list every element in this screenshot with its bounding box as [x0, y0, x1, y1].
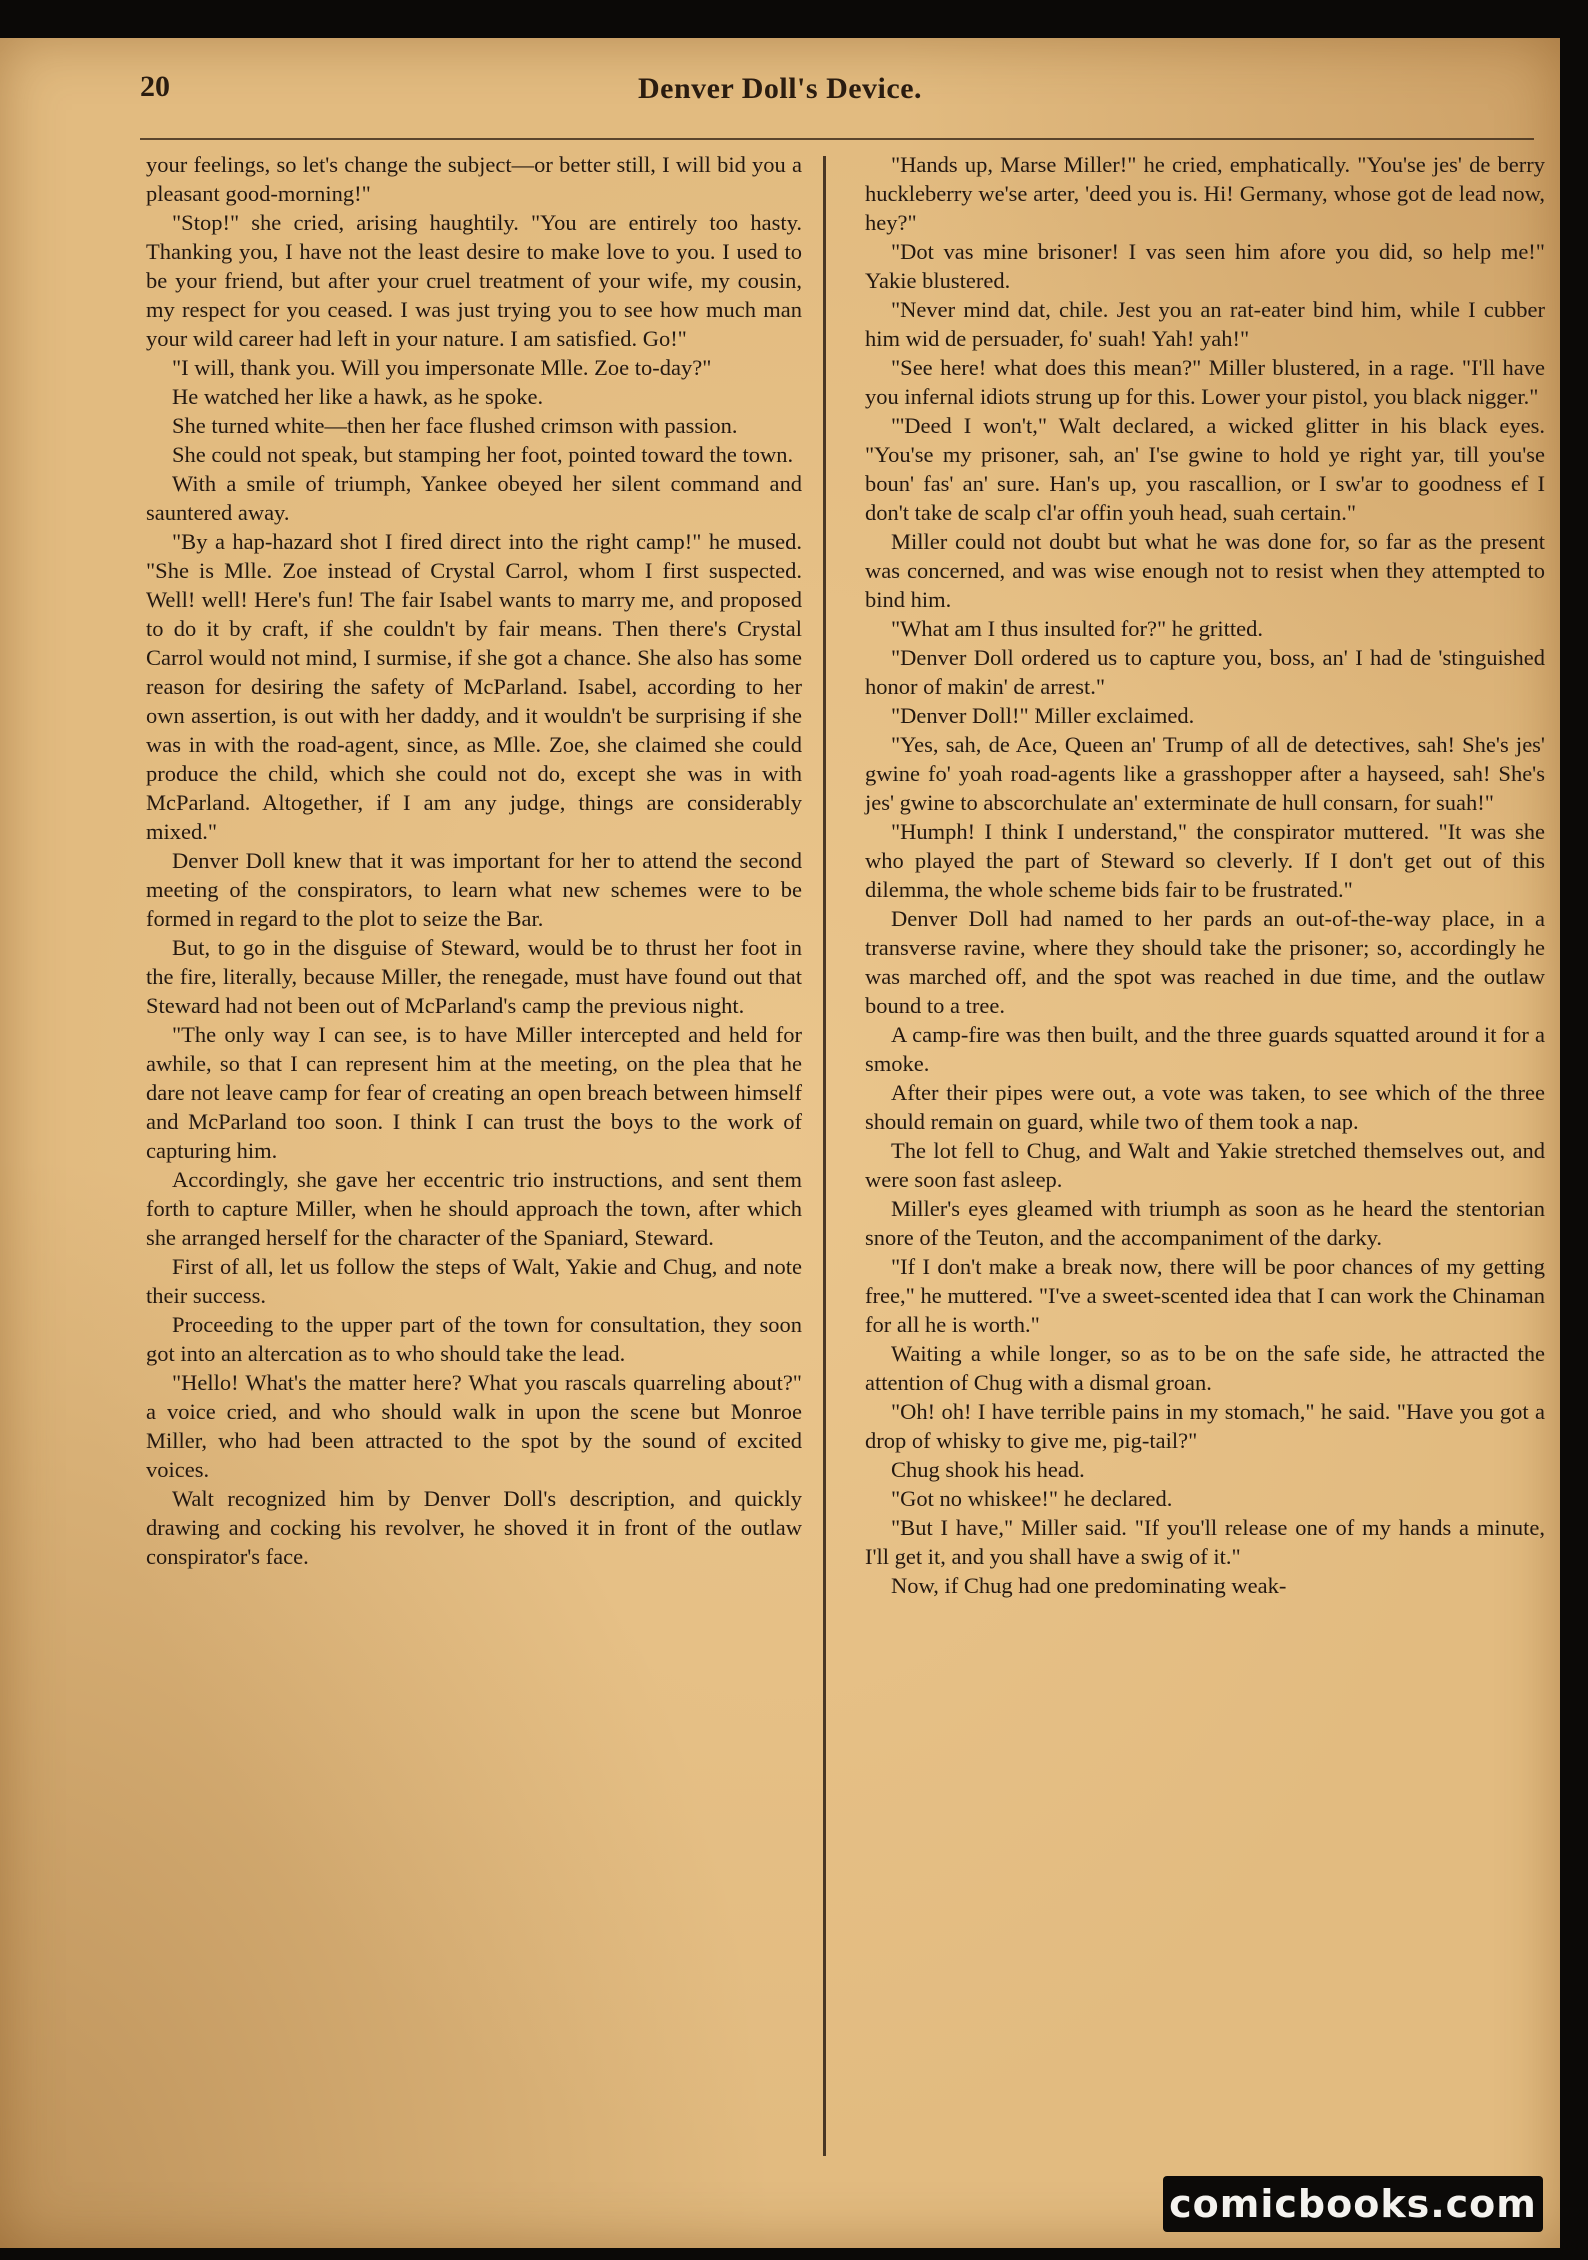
- paragraph: "Denver Doll!" Miller exclaimed.: [891, 703, 1195, 728]
- paragraph: Now, if Chug had one predominating weak-: [891, 1573, 1287, 1598]
- paragraph: Miller could not doubt but what he was done for, so far as the present was concerned, and was wise enough not to resist when they attempted to bind him.: [865, 529, 1545, 612]
- right-column: [865, 150, 1545, 1600]
- paragraph: "Never mind dat, chile. Jest you an rat-eater bind him, while I cubber him wid de persuader, fo' suah! Yah! yah!": [865, 297, 1545, 351]
- paragraph: "Humph! I think I understand," the conspirator muttered. "It was she who played the part of Steward so cleverly. If I don't get out of this dilemma, the whole scheme bids fair to be frustrated.": [865, 819, 1545, 902]
- paragraph: After their pipes were out, a vote was taken, to see which of the three should remain on guard, while two of them took a nap.: [865, 1080, 1545, 1134]
- paragraph: A camp-fire was then built, and the three guards squatted around it for a smoke.: [865, 1022, 1545, 1076]
- paragraph: "The only way I can see, is to have Miller intercepted and held for awhile, so that I can represent him at the meeting, on the plea that he dare not leave camp for fear of creating an open breach between himself and McParland too soon. I think I can trust the boys to the work of capturing him.: [146, 1022, 802, 1163]
- header-rule: [140, 138, 1534, 140]
- paragraph: "Yes, sah, de Ace, Queen an' Trump of all de detectives, sah! She's jes' gwine fo' yoah road-agents like a grasshopper after a hayseed, sah! She's jes' gwine to abscorchulate an' exterminate de hull consarn, for suah!": [865, 732, 1545, 815]
- paragraph: "Hands up, Marse Miller!" he cried, emphatically. "You'se jes' de berry huckleberry we'se arter, 'deed you is. Hi! Germany, whose got de lead now, hey?": [865, 152, 1545, 235]
- paragraph: "Dot vas mine brisoner! I vas seen him afore you did, so help me!" Yakie blustered.: [865, 239, 1545, 293]
- paragraph: Miller's eyes gleamed with triumph as soon as he heard the stentorian snore of the Teuton, and the accompaniment of the darky.: [865, 1196, 1545, 1250]
- paragraph: "I will, thank you. Will you impersonate Mlle. Zoe to-day?": [172, 355, 712, 380]
- column-rule: [823, 156, 826, 2156]
- paragraph: She could not speak, but stamping her foot, pointed toward the town.: [172, 442, 794, 467]
- paragraph: "By a hap-hazard shot I fired direct into the right camp!" he mused. "She is Mlle. Zoe instead of Crystal Carrol, whom I first suspected. Well! well! Here's fun! The fair Isabel wants to marry me, and proposed to do it by craft, if she couldn't by fair means. Then there's Crystal Carrol would not mind, I surmise, if she got a chance. She also has some reason for desiring the safety of McParland. Isabel, according to her own assertion, is out with her daddy, and it wouldn't be surprising if she was in with the road-agent, since, as Mlle. Zoe, she claimed she could produce the child, which she could not do, except she was in with McParland. Altogether, if I am any judge, things are considerably mixed.": [146, 529, 802, 844]
- running-title: Denver Doll's Device.: [637, 72, 923, 105]
- paragraph: "What am I thus insulted for?" he gritted.: [891, 616, 1264, 641]
- book-page: [0, 38, 1560, 2248]
- paragraph: "'Deed I won't," Walt declared, a wicked glitter in his black eyes. "You'se my prisoner, sah, an' I'se gwine to hold ye right yar, till you'se boun' fas' an' sure. Han's up, you rascallion, or I sw'ar to goodness ef I don't take de scalp cl'ar offin youh head, suah certain.": [865, 413, 1545, 525]
- watermark-text: comicbooks.com: [1169, 2182, 1537, 2226]
- paragraph: Proceeding to the upper part of the town for consultation, they soon got into an altercation as to who should take the lead.: [146, 1312, 802, 1366]
- paragraph: But, to go in the disguise of Steward, would be to thrust her foot in the fire, literally, because Miller, the renegade, must have found out that Steward had not been out of McParland's camp the previous night.: [146, 935, 802, 1018]
- paragraph: Waiting a while longer, so as to be on the safe side, he attracted the attention of Chug with a dismal groan.: [865, 1341, 1545, 1395]
- paragraph: With a smile of triumph, Yankee obeyed her silent command and sauntered away.: [146, 471, 802, 525]
- paragraph: "Got no whiskee!" he declared.: [891, 1486, 1173, 1511]
- paragraph: The lot fell to Chug, and Walt and Yakie stretched themselves out, and were soon fast asleep.: [865, 1138, 1545, 1192]
- paragraph: "Hello! What's the matter here? What you rascals quarreling about?" a voice cried, and who should walk in upon the scene but Monroe Miller, who had been attracted to the spot by the sound of excited voices.: [146, 1370, 802, 1482]
- watermark-badge: [1163, 2176, 1543, 2232]
- page-number: 20: [140, 70, 170, 103]
- paragraph: Denver Doll had named to her pards an out-of-the-way place, in a transverse ravine, where they should take the prisoner; so, accordingly he was marched off, and the spot was reached in due time, and the outlaw bound to a tree.: [865, 906, 1545, 1018]
- paragraph: "If I don't make a break now, there will be poor chances of my getting free," he muttered. "I've a sweet-scented idea that I can work the Chinaman for all he is worth.": [865, 1254, 1545, 1337]
- paragraph: He watched her like a hawk, as he spoke.: [172, 384, 544, 409]
- paragraph: First of all, let us follow the steps of Walt, Yakie and Chug, and note their success.: [146, 1254, 802, 1308]
- left-column: [146, 150, 802, 1571]
- paragraph: She turned white—then her face flushed crimson with passion.: [172, 413, 738, 438]
- paragraph: "But I have," Miller said. "If you'll release one of my hands a minute, I'll get it, and you shall have a swig of it.": [865, 1515, 1545, 1569]
- paragraph: "See here! what does this mean?" Miller blustered, in a rage. "I'll have you infernal idiots strung up for this. Lower your pistol, you black nigger.": [865, 355, 1545, 409]
- paragraph: your feelings, so let's change the subject—or better still, I will bid you a pleasant good-morning!": [146, 152, 802, 206]
- paragraph: "Oh! oh! I have terrible pains in my stomach," he said. "Have you got a drop of whisky to give me, pig-tail?": [865, 1399, 1545, 1453]
- paragraph: Denver Doll knew that it was important for her to attend the second meeting of the conspirators, to learn what new schemes were to be formed in regard to the plot to seize the Bar.: [146, 848, 802, 931]
- paragraph: Walt recognized him by Denver Doll's description, and quickly drawing and cocking his revolver, he shoved it in front of the outlaw conspirator's face.: [146, 1486, 802, 1569]
- paragraph: Chug shook his head.: [891, 1457, 1085, 1482]
- paragraph: "Stop!" she cried, arising haughtily. "You are entirely too hasty. Thanking you, I have not the least desire to make love to you. I used to be your friend, but after your cruel treatment of your wife, my cousin, my respect for you ceased. I was just trying you to see how much man your wild career had left in your nature. I am satisfied. Go!": [146, 210, 802, 351]
- paragraph: "Denver Doll ordered us to capture you, boss, an' I had de 'stinguished honor of makin' de arrest.": [865, 645, 1545, 699]
- paragraph: Accordingly, she gave her eccentric trio instructions, and sent them forth to capture Miller, when he should approach the town, after which she arranged herself for the character of the Spaniard, Steward.: [146, 1167, 802, 1250]
